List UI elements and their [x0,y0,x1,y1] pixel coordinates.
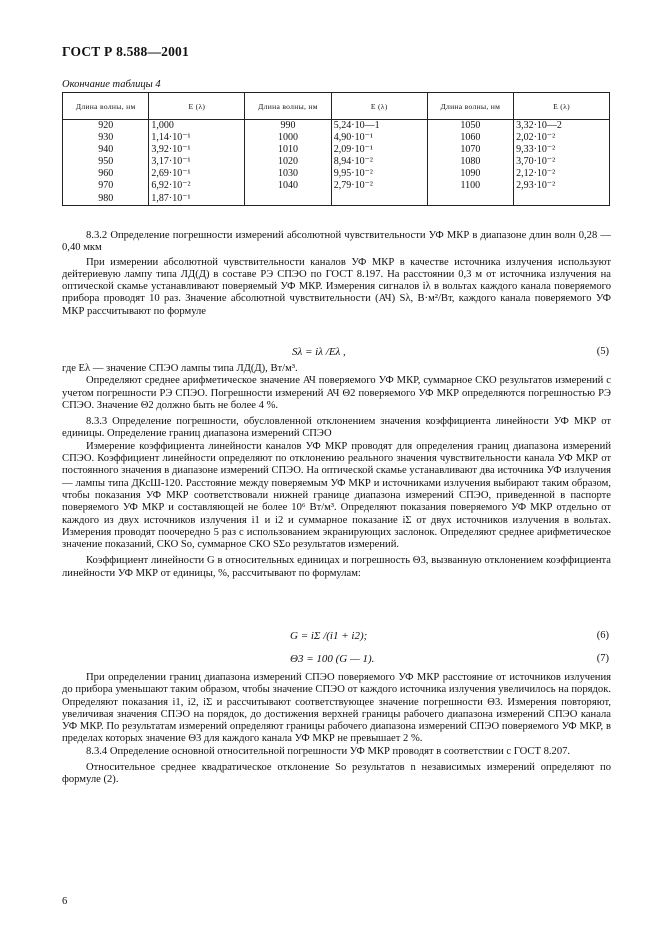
table-cell: 1010 [278,144,299,156]
table-cell: 6,92·10⁻² [151,180,191,192]
header-wavelength-1: Длина волны, нм [63,93,149,120]
document-header: ГОСТ Р 8.588—2001 [62,44,189,59]
header-wavelength-3: Длина волны, нм [427,93,513,120]
wavelength-table [62,92,610,206]
value-column-2 [331,120,427,206]
table-cell: 940 [98,144,114,156]
table-cell: 1000 [278,132,299,144]
table-cell: 950 [98,156,114,168]
header-value-2: E (λ) [331,93,427,120]
table-cell: 3,32·10—2 [516,120,562,131]
table-cell: 980 [98,192,114,204]
section-8-3-2 [62,230,611,318]
table-cell: 1040 [278,180,299,192]
value-column-1 [149,120,245,206]
table-row [63,120,610,206]
table-cell: 1030 [278,168,299,180]
header-value-3: E (λ) [514,93,610,120]
table-cell: 1,87·10⁻¹ [151,192,191,204]
wavelength-column-2 [245,120,331,206]
formula-5-number: (5) [596,346,609,357]
wavelength-column-3 [427,120,513,206]
table-cell: 960 [98,168,114,180]
table-cell: 2,79·10⁻² [333,180,373,192]
table-cell: 1070 [460,144,481,156]
section-title: 8.3.3 Определение погрешности, обусловленной отклонением значения коэффициента линейности УФ МКР от единицы. Определение границ диапазона измерений СПЭО [62,416,611,440]
paragraph: Измерение коэффициента линейности каналов УФ МКР проводят для определения границ диапазона измерений СПЭО. Коэффициент линейности определяют по отклонению реального значения чувствительности канала УФ МКР от постоянного значения в диапазоне измерений СПЭО. На оптической скамье устанавливают два источника УФ излучения — лампы типа ДКсШ-120. Расстояние между поверяемым УФ МКР и источниками излучения выбирают таким образом, чтобы показания УФ МКР соответствовали нижней границе диапазона измерений СПЭО, приведенной в паспорте поверяемого УФ МКР и составляющей не более 10⁶ Вт/м³. Определяют показания поверяемого УФ МКР отдельно от каждого из двух источников излучения i1 и i2 и суммарное показание iΣ от двух источников излучения в вольтах. Измерения проводят поочередно 5 раз с использованием экранирующих заслонок. Определяют среднее арифметическое значение показаний, СКО So, суммарное СКО SΣo результатов измерений. [62,440,611,551]
table-cell: 4,90·10⁻¹ [333,132,373,144]
table-cell: 2,09·10⁻¹ [333,144,373,156]
table-cell: 1,000 [151,120,174,131]
table-cell: 920 [98,120,114,131]
table-cell: 3,70·10⁻² [516,156,556,168]
paragraph: Относительное среднее квадратическое отклонение So результатов n независимых измерений определяют по формуле (2). [62,762,611,786]
header-value-1: E (λ) [149,93,245,120]
formula-6-number: (6) [596,630,609,641]
table-cell: 1080 [460,156,481,168]
table-caption: Окончание таблицы 4 [62,79,161,90]
table-cell: 1020 [278,156,299,168]
paragraph: Определяют среднее арифметическое значение АЧ поверяемого УФ МКР, суммарное СКО результатов измерений с учетом погрешности РЭ СПЭО. Погрешности измерений АЧ Θ2 поверяемого УФ МКР определяются погрешностью РЭ СПЭО. Значение Θ2 должно быть не более 4 %. [62,375,611,411]
table-cell: 2,12·10⁻² [516,168,556,180]
section-title: 8.3.2 Определение погрешности измерений абсолютной чувствительности УФ МКР в диапазоне длин волн 0,28 — 0,40 мкм [62,230,611,254]
table-cell: 2,93·10⁻² [516,180,556,192]
table-cell: 1100 [460,180,481,192]
table-cell: 1090 [460,168,481,180]
table-cell: 8,94·10⁻² [333,156,373,168]
paragraph: При измерении абсолютной чувствительности каналов УФ МКР в качестве источника излучения используют дейтериевую лампу типа ЛД(Д) в составе РЭ СПЭО по ГОСТ 8.197. На расстоянии 0,3 м от источника излучения на оптической скамье устанавливают поверяемый УФ МКР. Измерения сигналов iλ в вольтах каждого канала поверяемого прибора проводят 10 раз. Значение абсолютной чувствительности (АЧ) Sλ, В·м²/Вт, каждого канала поверяемого УФ МКР рассчитывают по формуле [62,256,611,317]
formula-7: Θ3 = 100 (G — 1). [290,653,375,665]
table-cell: 990 [280,120,296,131]
table-cell: 1,14·10⁻¹ [151,132,191,144]
table-cell: 9,95·10⁻² [333,168,373,180]
table-cell: 9,33·10⁻² [516,144,556,156]
value-column-3 [514,120,610,206]
table-cell: 5,24·10—1 [333,120,380,131]
table-cell: 3,17·10⁻¹ [151,156,191,168]
table-cell: 1050 [460,120,481,131]
formula-7-number: (7) [596,653,609,664]
wavelength-column-1 [63,120,149,206]
table-cell: 970 [98,180,114,192]
table-cell: 930 [98,132,114,144]
section-8-3-2-continued [62,363,611,580]
header-wavelength-2: Длина волны, нм [245,93,331,120]
formula-6: G = iΣ /(i1 + i2); [290,630,368,642]
table-cell: 3,92·10⁻¹ [151,144,191,156]
paragraph: 8.3.4 Определение основной относительной погрешности УФ МКР проводят в соответствии с ГОСТ 8.207. [86,745,571,757]
table-cell: 2,02·10⁻² [516,132,556,144]
section-8-3-3-continued [62,672,611,787]
table-cell: 1060 [460,132,481,144]
page-number: 6 [62,896,68,907]
formula-5: Sλ = iλ /Eλ , [292,346,346,358]
table-cell: 2,69·10⁻¹ [151,168,191,180]
paragraph: где Eλ — значение СПЭО лампы типа ЛД(Д), Вт/м³. [62,363,298,374]
paragraph: При определении границ диапазона измерений СПЭО поверяемого УФ МКР расстояние от источников излучения до прибора уменьшают таким образом, чтобы значение СПЭО от каждого источника излучения увеличилось на порядок. Определяют показания i1, i2, iΣ и рассчитывают соответствующее значение погрешности Θ3. Измерения повторяют, увеличивая значения СПЭО на порядок, до достижения верхней границы рабочего диапазона измерений СПЭО канала УФ МКР. По результатам измерений определяют границы рабочего диапазона измерений СПЭО поверяемого УФ МКР, в пределах которых значение Θ3 для каждого канала УФ МКР не превышает 2 %. [62,672,611,745]
paragraph: Коэффициент линейности G в относительных единицах и погрешность Θ3, вызванную отклонением коэффициента линейности УФ МКР от единицы, %, рассчитывают по формулам: [62,555,611,579]
